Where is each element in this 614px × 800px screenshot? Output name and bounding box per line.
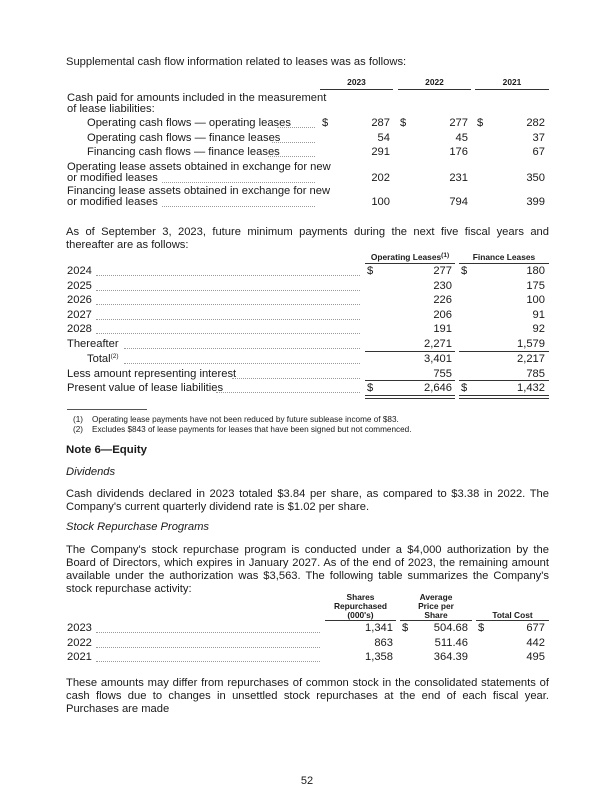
header-rule bbox=[325, 620, 396, 621]
header-rule bbox=[459, 263, 549, 264]
currency-symbol: $ bbox=[402, 622, 409, 634]
dot-leader bbox=[96, 332, 360, 334]
row-label: 2026 bbox=[67, 294, 92, 306]
row-label: Financing lease assets obtained in exchange for new bbox=[67, 185, 331, 197]
header-rule bbox=[365, 263, 455, 264]
currency-symbol: $ bbox=[400, 117, 407, 129]
value-2022: 45 bbox=[455, 132, 468, 144]
row-label: Total$^{(2)}$ bbox=[87, 353, 119, 365]
dot-leader bbox=[232, 377, 360, 379]
value-2023: 100 bbox=[371, 196, 390, 208]
col-header-average-price: Average Price per Share bbox=[418, 592, 454, 620]
cost-value: 677 bbox=[526, 622, 545, 634]
row-label: Thereafter bbox=[67, 338, 119, 350]
dot-leader bbox=[216, 391, 360, 393]
value-2022: 231 bbox=[449, 172, 468, 184]
dot-leader bbox=[96, 289, 360, 291]
header-rule bbox=[398, 89, 471, 90]
value-2021: 399 bbox=[526, 196, 545, 208]
shares-value: 1,358 bbox=[365, 651, 393, 663]
row-label: Financing cash flows — finance leases bbox=[87, 146, 280, 158]
dot-leader bbox=[96, 274, 360, 276]
dot-leader bbox=[96, 303, 360, 305]
double-underline bbox=[365, 395, 455, 399]
footnote-2: (2) Excludes $843 of lease payments for leases that have been signed but not commenced. bbox=[73, 425, 412, 434]
finance-value: 2,217 bbox=[517, 353, 545, 365]
dot-leader bbox=[96, 631, 320, 633]
finance-value: 92 bbox=[532, 323, 545, 335]
value-2023: 287 bbox=[371, 117, 390, 129]
operating-value: 206 bbox=[433, 309, 452, 321]
col-header-2023: 2023 bbox=[347, 77, 366, 87]
operating-value: 191 bbox=[433, 323, 452, 335]
operating-value: 230 bbox=[433, 280, 452, 292]
value-2021: 282 bbox=[526, 117, 545, 129]
dot-leader bbox=[277, 126, 315, 128]
cost-value: 495 bbox=[526, 651, 545, 663]
subtotal-rule bbox=[365, 380, 455, 381]
header-rule bbox=[475, 89, 549, 90]
repurchase-paragraph: The Company's stock repurchase program is conducted under a $4,000 authorization by the Board of Directors, which expires in January 2027. As of the end of 2023, the remaining amount available under the authorization was $3,563. The following table summarizes the Company's stock repurchase activity: bbox=[66, 544, 549, 595]
row-label: Less amount representing interest bbox=[67, 368, 237, 380]
note-heading: Note 6—Equity bbox=[66, 444, 148, 456]
page-number: 52 bbox=[300, 775, 314, 787]
row-label: 2022 bbox=[67, 637, 92, 649]
dot-leader bbox=[162, 181, 315, 183]
finance-value: 91 bbox=[532, 309, 545, 321]
dot-leader bbox=[124, 347, 360, 349]
subtotal-rule bbox=[365, 351, 455, 352]
footnote-separator bbox=[67, 409, 147, 410]
currency-symbol: $ bbox=[367, 265, 374, 277]
subtotal-rule bbox=[459, 351, 549, 352]
currency-symbol: $ bbox=[478, 622, 485, 634]
section-label: Cash paid for amounts included in the measurement bbox=[67, 92, 327, 104]
operating-value: 2,271 bbox=[424, 338, 452, 350]
closing-paragraph: These amounts may differ from repurchases of common stock in the consolidated statements of cash flows due to changes in unsettled stock repurchases at the end of each fiscal year. Purchases are made bbox=[66, 677, 549, 715]
repurchase-heading: Stock Repurchase Programs bbox=[66, 521, 210, 533]
row-label: 2025 bbox=[67, 280, 92, 292]
double-underline bbox=[459, 395, 549, 399]
row-label: 2021 bbox=[67, 651, 92, 663]
finance-value: 785 bbox=[526, 368, 545, 380]
value-2023: 54 bbox=[377, 132, 390, 144]
dot-leader bbox=[96, 318, 360, 320]
price-value: 511.46 bbox=[434, 637, 468, 649]
col-header-finance-leases: Finance Leases bbox=[472, 252, 536, 262]
value-2023: 291 bbox=[371, 146, 390, 158]
value-2021: 37 bbox=[532, 132, 545, 144]
currency-symbol: $ bbox=[367, 382, 374, 394]
finance-value: 1,579 bbox=[517, 338, 545, 350]
operating-value: 226 bbox=[433, 294, 452, 306]
value-2021: 350 bbox=[526, 172, 545, 184]
price-value: 504.68 bbox=[433, 622, 468, 634]
dot-leader bbox=[96, 646, 320, 648]
row-label: 2024 bbox=[67, 265, 92, 277]
dot-leader bbox=[162, 205, 315, 207]
section-label: of lease liabilities: bbox=[67, 103, 155, 115]
shares-value: 1,341 bbox=[365, 622, 393, 634]
col-header-2022: 2022 bbox=[425, 77, 444, 87]
row-label: 2023 bbox=[67, 622, 92, 634]
finance-value: 1,432 bbox=[517, 382, 545, 394]
value-2022: 794 bbox=[449, 196, 468, 208]
cost-value: 442 bbox=[526, 637, 545, 649]
header-rule bbox=[320, 89, 393, 90]
dot-leader bbox=[272, 141, 315, 143]
row-label: 2027 bbox=[67, 309, 92, 321]
value-2023: 202 bbox=[371, 172, 390, 184]
row-label: Operating cash flows — finance leases bbox=[87, 132, 281, 144]
header-rule bbox=[476, 620, 549, 621]
dot-leader bbox=[96, 660, 320, 662]
operating-value: 277 bbox=[433, 265, 452, 277]
currency-symbol: $ bbox=[461, 265, 468, 277]
col-header-operating-leases: Operating Leases$^{(1)}$ bbox=[370, 252, 450, 262]
row-label: or modified leases bbox=[67, 172, 158, 184]
price-value: 364.39 bbox=[433, 651, 468, 663]
header-rule bbox=[400, 620, 472, 621]
value-2022: 277 bbox=[449, 117, 468, 129]
dividends-heading: Dividends bbox=[66, 466, 116, 478]
dot-leader bbox=[268, 155, 315, 157]
value-2021: 67 bbox=[532, 146, 545, 158]
currency-symbol: $ bbox=[322, 117, 329, 129]
row-label: Present value of lease liabilities bbox=[67, 382, 224, 394]
footnote-1: (1) Operating lease payments have not been reduced by future sublease income of $83. bbox=[73, 415, 399, 424]
col-header-2021: 2021 bbox=[502, 77, 522, 87]
shares-value: 863 bbox=[374, 637, 393, 649]
supplemental-intro: Supplemental cash flow information related to leases was as follows: bbox=[66, 56, 407, 68]
value-2022: 176 bbox=[449, 146, 468, 158]
operating-value: 2,646 bbox=[424, 382, 452, 394]
row-label: Operating cash flows — operating leases bbox=[87, 117, 291, 129]
operating-value: 3,401 bbox=[424, 353, 452, 365]
currency-symbol: $ bbox=[461, 382, 468, 394]
row-label: or modified leases bbox=[67, 196, 158, 208]
finance-value: 100 bbox=[526, 294, 545, 306]
col-header-shares-repurchased: Shares Repurchased (000's) bbox=[333, 592, 388, 620]
subtotal-rule bbox=[459, 380, 549, 381]
dot-leader bbox=[124, 362, 360, 364]
currency-symbol: $ bbox=[477, 117, 484, 129]
finance-value: 180 bbox=[526, 265, 545, 277]
finance-value: 175 bbox=[526, 280, 545, 292]
dividends-paragraph: Cash dividends declared in 2023 totaled $3.84 per share, as compared to $3.38 in 2022. The Company's current quarterly dividend rate is $1.02 per share. bbox=[66, 488, 549, 513]
operating-value: 755 bbox=[433, 368, 452, 380]
col-header-total-cost: Total Cost bbox=[492, 610, 533, 620]
row-label: 2028 bbox=[67, 323, 92, 335]
future-payments-intro: As of September 3, 2023, future minimum payments during the next five fiscal years and thereafter are as follows: bbox=[66, 226, 549, 251]
row-label: Operating lease assets obtained in exchange for new bbox=[67, 161, 331, 173]
